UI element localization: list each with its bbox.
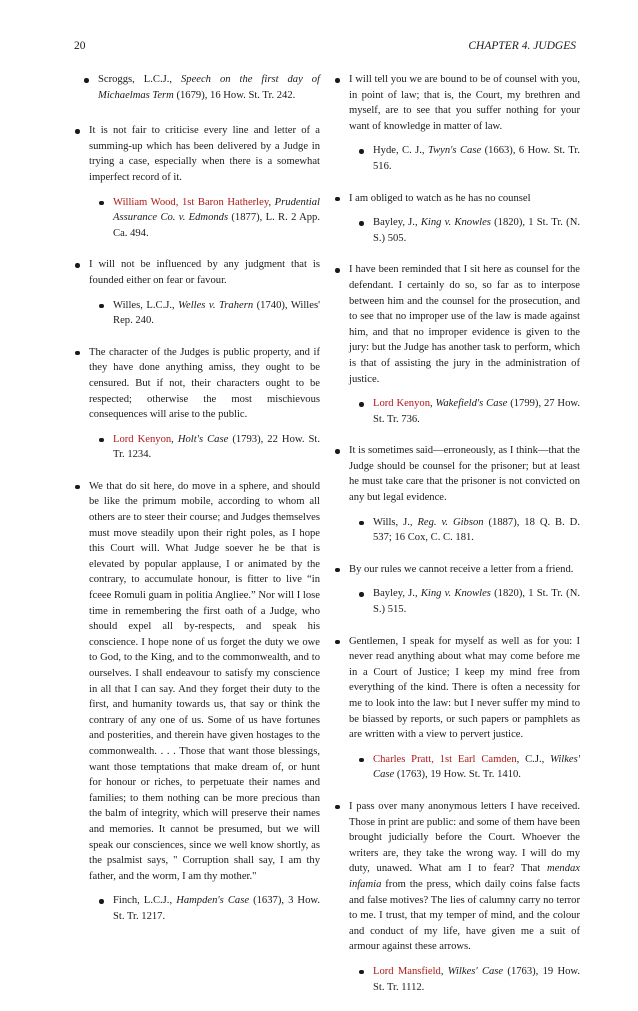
quote-item bbox=[334, 634, 580, 783]
author-link[interactable]: Lord Kenyon bbox=[113, 433, 172, 445]
citation-case: King v. Knowles bbox=[420, 217, 491, 229]
quote-item bbox=[74, 123, 320, 241]
quote-text: I am obliged to watch as he has no counsel bbox=[349, 192, 531, 204]
citation bbox=[349, 964, 580, 995]
quote-item bbox=[334, 191, 580, 247]
quote-text-part: I pass over many anonymous letters I have received. Those in print are public: and some of them have been brought judicially before the Court. Whoever the writers are, they take the wrong way. I will do my duty, unawed. What am I to fear? That bbox=[349, 800, 580, 875]
quote-text bbox=[349, 799, 580, 955]
quote-text-part: from the press, which daily coins false facts and false motives? The lies of calumny carry no terror to me. I trust, that my temper of mind, and the colour and conduct of my life, have given me a suit of armour against these arrows. bbox=[349, 878, 580, 953]
quote-item bbox=[334, 562, 580, 618]
citation-reference: (1740), Willes' Rep. 240. bbox=[113, 299, 320, 327]
citation-reference: (1763), 19 How. St. Tr. 1410. bbox=[394, 769, 521, 781]
quote-text: It is sometimes said—erroneously, as I think—that the Judge should be counsel for the prisoner; but at least he must take care that the prisoner is not convicted on any but legal evidence. bbox=[349, 445, 580, 504]
citation-case: King v. Knowles bbox=[420, 588, 491, 600]
quote-text: I have been reminded that I sit here as counsel for the defendant. I certainly do so, so far as to interpose between him and the counsel for the prosecution, and to see that no improper use of the law is made against him, and that no improper evidence is given to the jury: but the Judge has another task to perform, which is that of assisting the jury in the administration of justice. bbox=[349, 264, 580, 385]
citation-reference: (1799), 27 How. St. Tr. 736. bbox=[373, 398, 580, 425]
citation bbox=[89, 432, 320, 463]
citation-case: Wilkes' Case bbox=[373, 753, 580, 781]
author-link[interactable]: Lord Kenyon bbox=[373, 398, 430, 410]
citation-separator: , C.J., bbox=[516, 753, 551, 765]
citation-separator: , bbox=[171, 433, 178, 445]
page-number: 20 bbox=[74, 40, 86, 52]
citation bbox=[74, 72, 320, 103]
citation bbox=[349, 515, 580, 546]
citation-author: Finch, L.C.J., bbox=[113, 895, 177, 907]
quote-item bbox=[74, 257, 320, 328]
citation-reference: (1637), 3 How. St. Tr. 1217. bbox=[113, 895, 320, 922]
citation-case: Hampden's Case bbox=[176, 895, 250, 907]
quote-text: I will tell you we are bound to be of counsel with you, in point of law; that is, the Court, my brethren and myself, are to see that you suffer nothing for your want of knowledge in matter of law. bbox=[349, 74, 580, 132]
left-column bbox=[74, 72, 320, 941]
chapter-title: CHAPTER 4. JUDGES bbox=[468, 40, 576, 52]
citation-author: Hyde, C. J., bbox=[373, 145, 428, 157]
citation bbox=[349, 586, 580, 617]
quote-text: The character of the Judges is public property, and if they have done anything amiss, they ought to be censured. But if not, their characters ought to be respected; otherwise the most mischievous consequences will arise to the public. bbox=[89, 346, 320, 421]
citation-reference: (1663), 6 How. St. Tr. 516. bbox=[373, 145, 580, 172]
citation bbox=[89, 195, 320, 242]
citation-reference: (1763), 19 How. St. Tr. 1112. bbox=[373, 965, 580, 993]
quote-item bbox=[74, 345, 320, 463]
citation-author: Bayley, J., bbox=[373, 217, 421, 229]
author-link[interactable]: Lord Mansfield bbox=[373, 965, 441, 977]
citation-case: Holt's Case bbox=[177, 433, 229, 445]
citation-case: Reg. v. Gibson bbox=[417, 516, 484, 528]
citation-case: Welles v. Trahern bbox=[178, 299, 254, 311]
author-link[interactable]: Charles Pratt, 1st Earl Camden bbox=[373, 753, 517, 765]
citation bbox=[89, 298, 320, 329]
author-link[interactable]: William Wood, 1st Baron Hatherley bbox=[113, 196, 269, 208]
citation-reference: (1877), L. R. 2 App. Ca. 494. bbox=[113, 212, 320, 239]
quote-text: We that do sit here, do move in a sphere, and should be like the primum mobile, according to whom all others are to steer their course; and Judges themselves must move steadily upon their right poles, as I hope this Court will. What Judge soever he be that is elevated by popular applause, I or animated by the contrary, to accumulate honour, is fitter to live “in fceee Romuli guam in politia Angliee.” Nor will I lose time in remembering the first oath of a Judge, who should expel all by-respects, and speak his conscience. I hope none of us forget the duty we owe to God, to the King, and to the commonwealth, and to ourselves. I shall endeavour to satisfy my conscience in all that I can say. And they forget their duty to the first, and humanity towards us, that say or think the contrary of any one of us. Some of us have fortunes and posterities, and therein have given hostages to the commonwealth. . . . Those that want those blessings, want those temptations that make dream of, or hunt for honour or riches, to perpetuate their names and families; to them nothing can be more precious than the balm of integrity, which will preserve their names and memories. It cannot be presumed, but we will speak our consciences, since we well know shortly, as the psalmist says, " Corruption shall say, I am thy father, and the worm, I am thy mother." bbox=[89, 480, 320, 882]
quote-item bbox=[74, 479, 320, 925]
citation-case: Wilkes' Case bbox=[447, 965, 504, 977]
citation-author: Bayley, J., bbox=[373, 588, 421, 600]
citation-separator: , bbox=[440, 965, 448, 977]
citation-separator: , bbox=[430, 398, 436, 410]
citation-case: Speech on the first day of Michaelmas Term bbox=[98, 74, 320, 101]
quote-item bbox=[334, 443, 580, 546]
quote-text: By our rules we cannot receive a letter from a friend. bbox=[349, 563, 574, 575]
citation bbox=[89, 893, 320, 924]
citation-author: Wills, J., bbox=[373, 516, 418, 528]
page-header bbox=[74, 40, 576, 52]
citation-reference: (1887), 18 Q. B. D. 537; 16 Cox, C. C. 181. bbox=[373, 516, 580, 544]
citation bbox=[349, 396, 580, 427]
citation-reference: (1820), 1 St. Tr. (N. S.) 505. bbox=[373, 217, 580, 244]
quote-text: I will not be influenced by any judgment that is founded either on fear or favour. bbox=[89, 259, 320, 286]
citation bbox=[349, 752, 580, 783]
citation-reference: (1793), 22 How. St. Tr. 1234. bbox=[113, 433, 320, 461]
citation-separator: , bbox=[268, 196, 275, 208]
citation bbox=[349, 143, 580, 174]
citation-case: Twyn's Case bbox=[427, 145, 482, 157]
citation-reference: (1679), 16 How. St. Tr. 242. bbox=[173, 89, 296, 101]
quote-item bbox=[334, 799, 580, 995]
quote-item bbox=[334, 72, 580, 175]
citation-case: Prudential Assurance Co. v. Edmonds bbox=[113, 196, 320, 224]
quote-item bbox=[334, 262, 580, 427]
citation-reference: (1820), 1 St. Tr. (N. S.) 515. bbox=[373, 588, 580, 616]
right-column bbox=[334, 72, 580, 1011]
quote-text: Gentlemen, I speak for myself as well as for you: I never read anything about what may come before me in a Court of Justice; I keep my mind free from everything of the kind. There is often a necessity for me to look into the law: but I never suffer my mind to be biassed by reports, or such papers or pamphlets as are written with a view to pervert justice. bbox=[349, 635, 580, 741]
citation-author: Willes, L.C.J., bbox=[113, 299, 179, 311]
latin-phrase: mendax infamia bbox=[349, 863, 580, 890]
citation-author: Scroggs, L.C.J., bbox=[98, 74, 181, 85]
citation bbox=[349, 215, 580, 246]
citation-case: Wakefield's Case bbox=[435, 398, 508, 410]
quote-text: It is not fair to criticise every line and letter of a summing-up which has been delivered by a Judge in trying a case, especially when there is a somewhat imperfect record of it. bbox=[89, 125, 320, 183]
